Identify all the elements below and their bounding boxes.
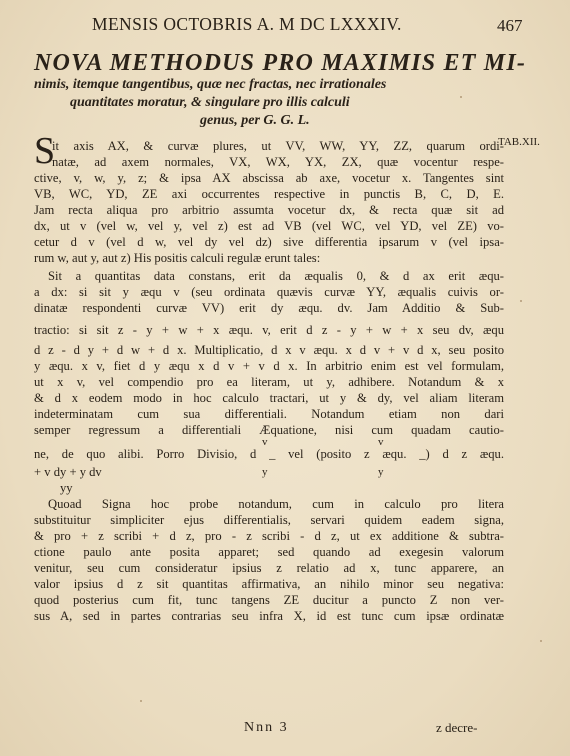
page-number: 467 — [497, 16, 523, 35]
article-title: NOVA METHODUS PRO MAXIMIS ET MI- — [34, 50, 527, 76]
fraction-denominator: y — [378, 466, 384, 478]
body-line: Jam recta aliqua pro arbitrio assumta vocetur dx, & recta quæ sit ad — [34, 203, 504, 217]
body-line: & pro + z scribi + d z, pro - z scribi - d z, ut ex additione & subtra- — [34, 529, 504, 543]
paper-speck — [520, 300, 522, 302]
body-line: dx, ut v (vel w, vel y, vel z) est ad VB (vel WC, vel YD, vel ZE) vo- — [34, 219, 504, 233]
body-line: valor ipsius d z sit quantitas affirmativa, an nihilo minor seu negativa: — [34, 577, 504, 591]
subtitle-line: nimis, itemque tangentibus, quæ nec fractas, nec irrationales — [34, 77, 387, 92]
signature-mark: Nnn 3 — [244, 720, 289, 735]
margin-note: TAB.XII. — [498, 136, 540, 148]
body-line: VB, WC, YD, ZE axi occurrentes respective in punctis B, C, D, E. — [34, 187, 504, 201]
subtitle-line: quantitates moratur, & singulare pro illis calculi — [70, 95, 350, 110]
body-line: y æqu. x v, fiet d y æqu x d v + v d x. In arbitrio enim est vel formulam, — [34, 359, 504, 373]
body-line: cetur d v (vel d w, vel dy vel dz) sive differentia ipsarum v (vel ipsa- — [34, 235, 504, 249]
paper-speck — [460, 96, 462, 98]
body-line: ut x v, vel compendio pro ea literam, ut y, adhibere. Notandum & x — [34, 375, 504, 389]
body-line: a dx: si sit y æqu v (seu ordinata quævis curvæ YY, æqualis cuivis or- — [34, 285, 504, 299]
body-line: ctione paulo ante posita apparet; sed quando ad exegesin valorum — [34, 545, 504, 559]
body-line: yy — [60, 481, 73, 495]
running-head: MENSIS OCTOBRIS A. M DC LXXXIV. — [92, 14, 402, 34]
fraction-numerator: v — [378, 436, 384, 448]
subtitle-line: genus, per G. G. L. — [200, 113, 310, 128]
body-line: Sit a quantitas data constans, erit da æqualis 0, & d ax erit æqu- — [48, 269, 504, 283]
body-line: it axis AX, & curvæ plures, ut VV, WW, YY, ZZ, quarum ordi- — [52, 139, 504, 153]
body-line: semper regressum a differentiali Æquatione, nisi cum quadam cautio- — [34, 423, 504, 437]
body-line: ctive, v, w, y, z; & ipsa AX abscissa ab axe, vocetur x. Tangentes sint — [34, 171, 504, 185]
body-line: substituitur simpliciter ejus differentialis, servari quidem eadem signa, — [34, 513, 504, 527]
body-line: d z - d y + d w + d x. Multiplicatio, d x v æqu. x d v + v d x, seu posito — [34, 343, 504, 357]
paper-speck — [140, 700, 142, 702]
body-line: sus A, sed in partes contrarias seu infra X, id est tunc cum ipsæ ordinatæ — [34, 609, 504, 623]
catchword: z decre- — [436, 720, 478, 735]
paper-speck — [540, 640, 542, 642]
body-line: & d x eodem modo in hoc calculo tractari, ut y & dy, vel aliam literam — [34, 391, 504, 405]
body-line: venitur, seu cum consideratur ipsius z relatio ad x, tunc apparere, an — [34, 561, 504, 575]
body-line: Quoad Signa hoc probe notandum, cum in calculo pro litera — [48, 497, 504, 511]
fraction-denominator: y — [262, 466, 268, 478]
body-line: natæ, ad axem normales, VX, WX, YX, ZX, quæ vocentur respe- — [52, 155, 504, 169]
body-line: rum w, aut y, aut z) His positis calculi regulæ erunt tales: — [34, 251, 321, 265]
body-line: + v dy + y dv — [34, 465, 102, 479]
body-line: dinatæ respondenti curvæ VV) erit dy æqu. dv. Jam Additio & Sub- — [34, 301, 504, 315]
fraction-numerator: v — [262, 436, 268, 448]
body-line: tractio: si sit z - y + w + x æqu. v, erit d z - y + w + x seu dv, æqu — [34, 323, 504, 337]
body-line: ne, de quo alibi. Porro Divisio, d _ vel (posito z æqu. _) d z æqu. — [34, 447, 504, 461]
body-line: quod posterius cum fit, tunc tangens ZE ducitur a puncto Z non ver- — [34, 593, 504, 607]
body-line: indeterminatam cum sua differentiali. Notandum etiam non dari — [34, 407, 504, 421]
drop-cap: S — [34, 130, 56, 172]
